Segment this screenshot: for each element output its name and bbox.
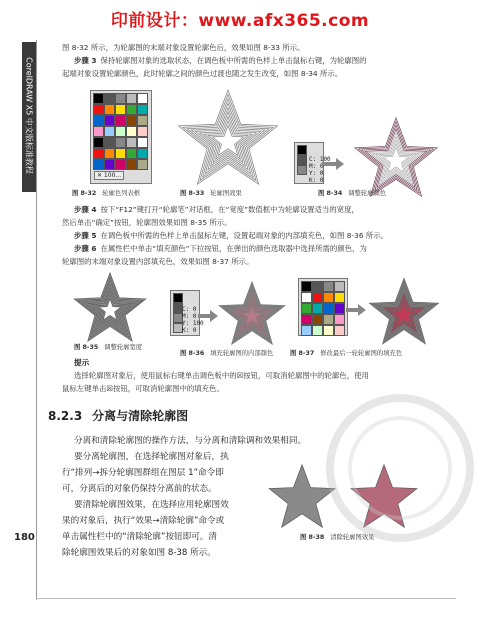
outline-star-figure (168, 88, 288, 186)
para-line: 轮廓图的末端对象设置内部填充色，效果如图 8-37 所示。 (62, 257, 254, 266)
watermark-logo-icon (320, 388, 480, 548)
cmyk-readout: C: 0 M: 0 Y: 100 K: 0 (182, 306, 204, 334)
color-swatch[interactable] (93, 93, 104, 104)
color-swatch[interactable] (334, 314, 345, 325)
step-3-line (74, 55, 367, 67)
color-swatch[interactable] (126, 137, 137, 148)
figure-caption: 图 8-38 清除轮廓图效果 (300, 534, 375, 541)
color-swatch[interactable] (137, 148, 148, 159)
color-swatch[interactable] (301, 325, 312, 336)
color-swatch[interactable] (334, 325, 345, 336)
color-swatch[interactable] (312, 281, 323, 292)
color-swatch[interactable] (104, 126, 115, 137)
color-swatch[interactable] (137, 115, 148, 126)
section-heading: 8.2.3 分离与清除轮廓图 (48, 409, 189, 423)
color-swatch[interactable] (301, 314, 312, 325)
color-swatch[interactable] (115, 159, 126, 170)
color-swatch[interactable] (126, 93, 137, 104)
star-fill-gradient-figure (212, 280, 292, 346)
step-5-line: 步骤 5 在调色板中所需的色样上单击鼠标左键，设置起端对象的内部填充色，如图 8-36 所示。 (74, 231, 389, 240)
color-swatch[interactable] (297, 145, 307, 155)
color-swatch[interactable] (137, 126, 148, 137)
section-line: 行“排列→拆分轮廓图群组在图层 1”命令即 (62, 468, 224, 478)
section-line: 分离和清除轮廓图的操作方法，与分离和清除调和效果相同。 (74, 436, 307, 446)
figure-caption: 图 8-37 修改最后一轮轮廓图的填充色 (290, 350, 403, 357)
para-line: 然后单击“确定”按钮，轮廓图效果如图 8-35 所示。 (62, 218, 232, 227)
color-swatch[interactable] (115, 126, 126, 137)
color-swatch[interactable] (137, 104, 148, 115)
figure-caption: 图 8-34 调整轮廓颜色 (318, 190, 387, 197)
color-swatch[interactable] (104, 137, 115, 148)
color-swatch[interactable] (115, 148, 126, 159)
step-4-line: 步骤 4 按下“F12”键打开“轮廓笔”对话框，在“宽度”数值框中为轮廓设置适当的宽度， (74, 205, 359, 214)
tip-title: 提示 (74, 358, 90, 367)
color-swatch[interactable] (104, 93, 115, 104)
chapter-sidebar-tab (22, 42, 36, 192)
color-swatch[interactable] (323, 303, 334, 314)
color-swatch[interactable] (104, 159, 115, 170)
color-swatch[interactable] (137, 159, 148, 170)
color-swatch[interactable] (297, 165, 307, 175)
para-line: 图 8-32 所示，为轮廓图的末端对象设置轮廓色后，效果如图 8-33 所示。 (62, 43, 305, 52)
color-swatch[interactable] (301, 303, 312, 314)
tip-line: 选择轮廓图对象后，使用鼠标右键单击调色板中的☒按钮，可取消轮廓图中的轮廓色，使用 (74, 371, 369, 380)
step-text: 保持轮廓图对象的选取状态，在调色板中所需的色样上单击鼠标右键，为轮廓图的 (100, 56, 367, 65)
color-swatch[interactable] (301, 281, 312, 292)
color-swatch[interactable] (137, 93, 148, 104)
color-swatch[interactable] (126, 104, 137, 115)
star-red-filled-figure (362, 276, 446, 346)
color-swatch[interactable] (93, 159, 104, 170)
para-line: 起端对象设置轮廓颜色，此时轮廓之间的颜色过渡也随之发生改变，如图 8-34 所示。 (62, 69, 343, 78)
section-line: 要分离轮廓图，在选择轮廓图对象后，执 (74, 452, 229, 462)
color-swatch[interactable] (334, 303, 345, 314)
color-swatch[interactable] (126, 159, 137, 170)
color-swatch[interactable] (323, 292, 334, 303)
color-swatch[interactable] (334, 281, 345, 292)
color-swatch[interactable] (126, 115, 137, 126)
color-swatch[interactable] (115, 115, 126, 126)
color-swatch[interactable] (137, 137, 148, 148)
color-swatch[interactable] (126, 148, 137, 159)
star-thick-outline-figure (66, 272, 154, 342)
watermark-banner: 印前设计：www.afx365.com (110, 11, 370, 31)
page-number: 180 (14, 532, 35, 543)
color-swatch[interactable] (301, 292, 312, 303)
color-swatch[interactable] (126, 126, 137, 137)
figure-caption: 图 8-35 调整轮廓宽度 (74, 344, 143, 351)
color-swatch[interactable] (93, 148, 104, 159)
section-line: 除轮廓图效果后的对象如图 8-38 所示。 (62, 548, 216, 558)
color-swatch[interactable] (115, 93, 126, 104)
figure-caption: 图 8-32 轮廓色列表框 (72, 190, 141, 197)
arrow-icon (322, 158, 344, 170)
bottom-rule (36, 598, 456, 599)
tip-line: 鼠标左键单击☒按钮，可取消轮廓图中的填充色。 (62, 384, 224, 393)
star-gradient-outline-figure (346, 116, 446, 198)
color-swatch[interactable] (104, 104, 115, 115)
color-swatch[interactable] (93, 137, 104, 148)
figure-caption: 图 8-36 填充轮廓图的内部颜色 (180, 350, 274, 357)
color-swatch[interactable] (323, 325, 334, 336)
color-swatch[interactable] (93, 104, 104, 115)
color-swatch[interactable] (104, 148, 115, 159)
section-line: 单击属性栏中的“清除轮廓”按钮即可。清 (62, 532, 217, 542)
fill-color-picker[interactable] (298, 278, 348, 336)
step-6-line: 步骤 6 在属性栏中单击“填充颜色”下拉按钮，在弹出的颜色选取器中选择所需的颜色，为 (74, 244, 367, 253)
color-swatch[interactable] (334, 292, 345, 303)
color-swatch[interactable] (312, 325, 323, 336)
color-swatch[interactable] (323, 314, 334, 325)
color-swatch[interactable] (93, 115, 104, 126)
color-swatch[interactable] (173, 293, 183, 303)
color-swatch[interactable] (104, 115, 115, 126)
section-line: 要清除轮廓图效果，在选择应用轮廓图效 (74, 500, 229, 510)
cmyk-readout: C: 100 M: 0 Y: 0 K: 0 (309, 156, 331, 184)
figure-caption: 图 8-33 轮廓图效果 (180, 190, 242, 197)
color-swatch[interactable] (312, 314, 323, 325)
margin-rule (36, 40, 37, 600)
color-swatch[interactable] (115, 137, 126, 148)
color-swatch[interactable] (312, 303, 323, 314)
color-swatch[interactable] (323, 281, 334, 292)
section-line: 果的对象后，执行“效果→清除轮廓”命令或 (62, 516, 225, 526)
color-palette-dropdown[interactable] (90, 90, 152, 184)
color-swatch[interactable] (297, 155, 307, 165)
color-swatch[interactable] (312, 292, 323, 303)
color-swatch[interactable] (93, 126, 104, 137)
no-color-button[interactable]: ✕ 100... (94, 171, 124, 180)
step-label: 步骤 3 (74, 56, 97, 65)
color-swatch[interactable] (115, 104, 126, 115)
sidebar-text: CorelDRAW X5 中文版标准教程 (24, 57, 34, 174)
section-line: 可，分离后的对象仍保持分离前的状态。 (62, 484, 217, 494)
